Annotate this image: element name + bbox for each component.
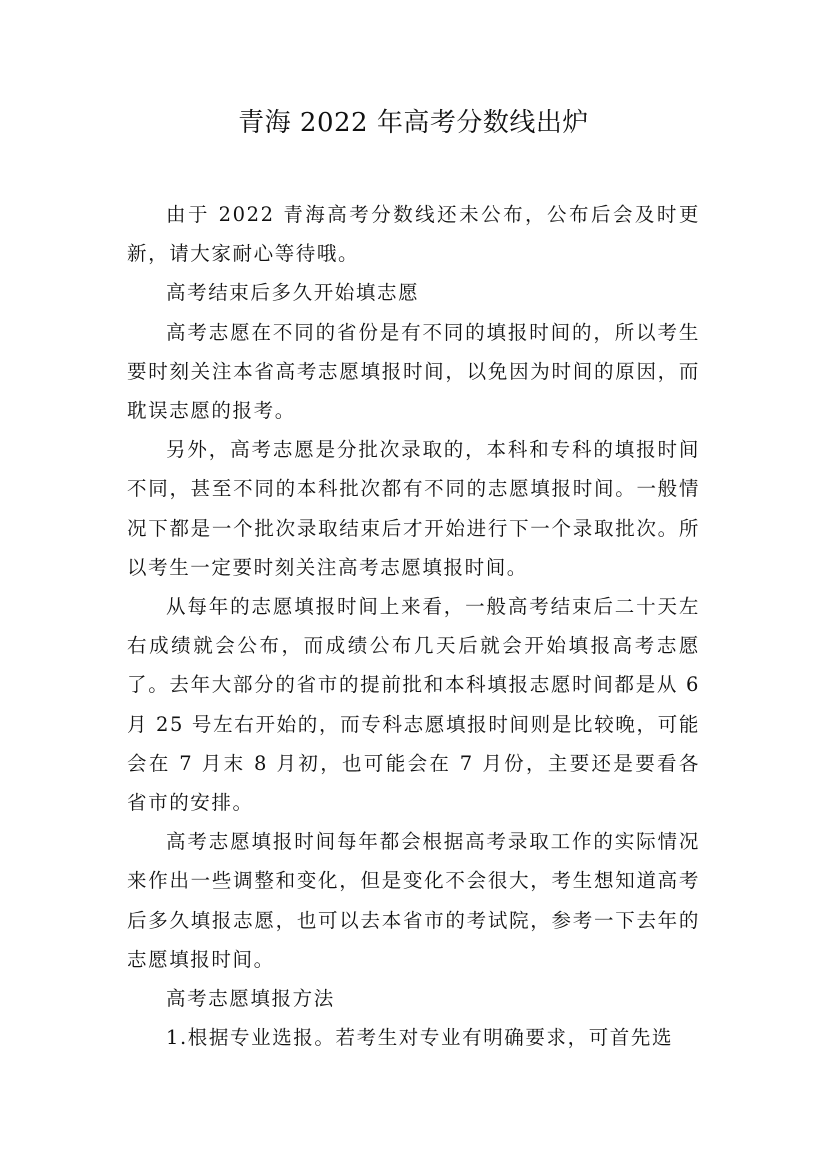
paragraph-yearly-schedule: 从每年的志愿填报时间上来看，一般高考结束后二十天左右成绩就会公布，而成绩公布几天后就会开始填报高考志愿了。去年大部分的省市的提前批和本科填报志愿时间都是从 6 月 25 号左右开始的，而专科志愿填报时间则是比较晚，可能会在 7 月末 8 月初，也可能会在 7 月份，主要还是要看各省市的安排。	[127, 595, 700, 815]
paragraph-method-by-major: 1.根据专业选报。若考生对专业有明确要求，可首先选	[166, 1026, 674, 1050]
document-body	[127, 195, 700, 1057]
heading-when-to-apply: 高考结束后多久开始填志愿	[166, 281, 420, 305]
paragraph-province-timing: 高考志愿在不同的省份是有不同的填报时间的，所以考生要时刻关注本省高考志愿填报时间，以免因为时间的原因，而耽误志愿的报考。	[127, 320, 700, 423]
heading-application-method: 高考志愿填报方法	[166, 987, 335, 1011]
paragraph-schedule-adjustments: 高考志愿填报时间每年都会根据高考录取工作的实际情况来作出一些调整和变化，但是变化不会很大，考生想知道高考后多久填报志愿，也可以去本省市的考试院，参考一下去年的志愿填报时间。	[127, 830, 700, 971]
paragraph-score-notice: 由于 2022 青海高考分数线还未公布，公布后会及时更新，请大家耐心等待哦。	[127, 203, 700, 266]
document-title: 青海 2022 年高考分数线出炉	[238, 108, 589, 138]
paragraph-batch-admission: 另外，高考志愿是分批次录取的，本科和专科的填报时间不同，甚至不同的本科批次都有不同的志愿填报时间。一般情况下都是一个批次录取结束后才开始进行下一个录取批次。所以考生一定要时刻关注高考志愿填报时间。	[127, 438, 700, 579]
